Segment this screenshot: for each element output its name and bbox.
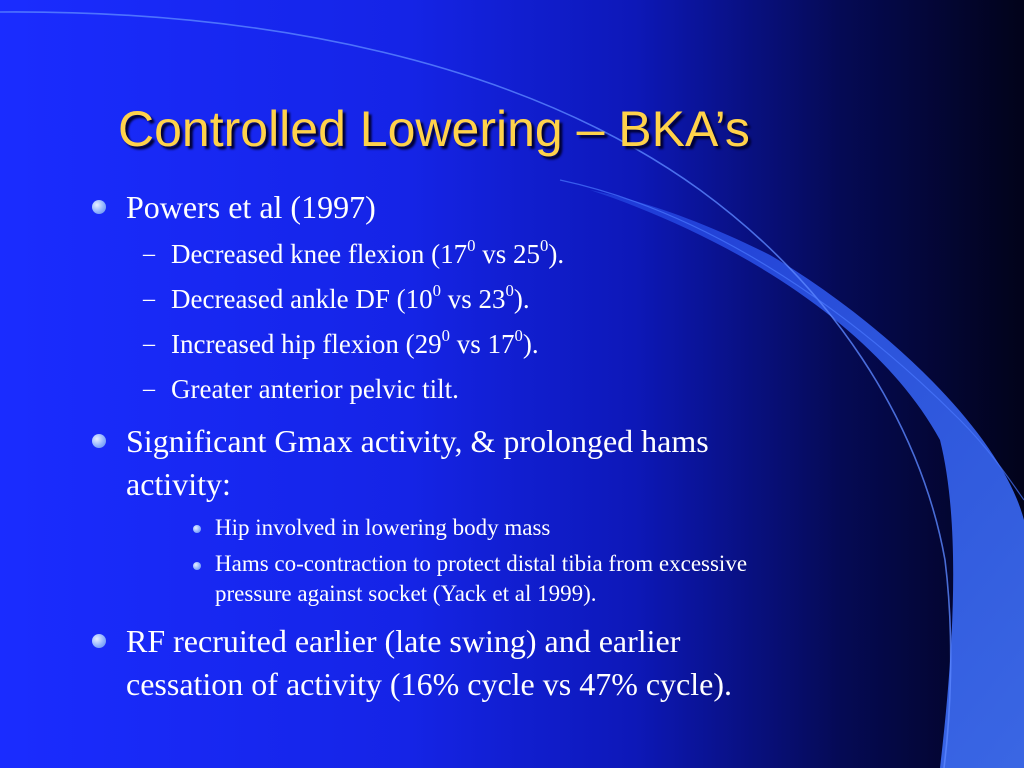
bullet-dot xyxy=(92,634,106,648)
subitem-hams-line1: Hams co-contraction to protect distal tibia from excessive xyxy=(215,551,748,576)
bullet-rf-line1: RF recruited earlier (late swing) and earlier xyxy=(126,623,681,659)
bullet-dot xyxy=(92,200,106,214)
subitem-hip-lowering: Hip involved in lowering body mass xyxy=(215,515,551,540)
dash-marker: – xyxy=(143,241,155,267)
bullet-gmax-line2: activity: xyxy=(126,466,231,502)
bullet-dot xyxy=(92,434,106,448)
sub-bullet-dot xyxy=(193,525,201,533)
subitem-hams-line2: pressure against socket (Yack et al 1999). xyxy=(215,581,597,606)
subitem-ankle-df: Decreased ankle DF ($10^0$ vs $23^0$). xyxy=(171,281,530,314)
bullet-powers: Powers et al (1997) xyxy=(126,189,376,225)
dash-marker: – xyxy=(143,331,155,357)
subitem-knee-flexion: Decreased knee flexion ($17^0$ vs $25^0$). xyxy=(171,236,565,269)
slide-title: Controlled Lowering – BKA’s xyxy=(118,101,750,157)
bullet-gmax-line1: Significant Gmax activity, & prolonged hams xyxy=(126,423,709,459)
subitem-pelvic-tilt: Greater anterior pelvic tilt. xyxy=(171,374,459,404)
bullet-rf-line2: cessation of activity (16% cycle vs 47% cycle). xyxy=(126,666,732,702)
subitem-hip-flexion: Increased hip flexion ($29^0$ vs $17^0$). xyxy=(171,326,539,359)
dash-marker: – xyxy=(143,286,155,312)
dash-marker: – xyxy=(143,376,155,402)
sub-bullet-dot xyxy=(193,562,201,570)
